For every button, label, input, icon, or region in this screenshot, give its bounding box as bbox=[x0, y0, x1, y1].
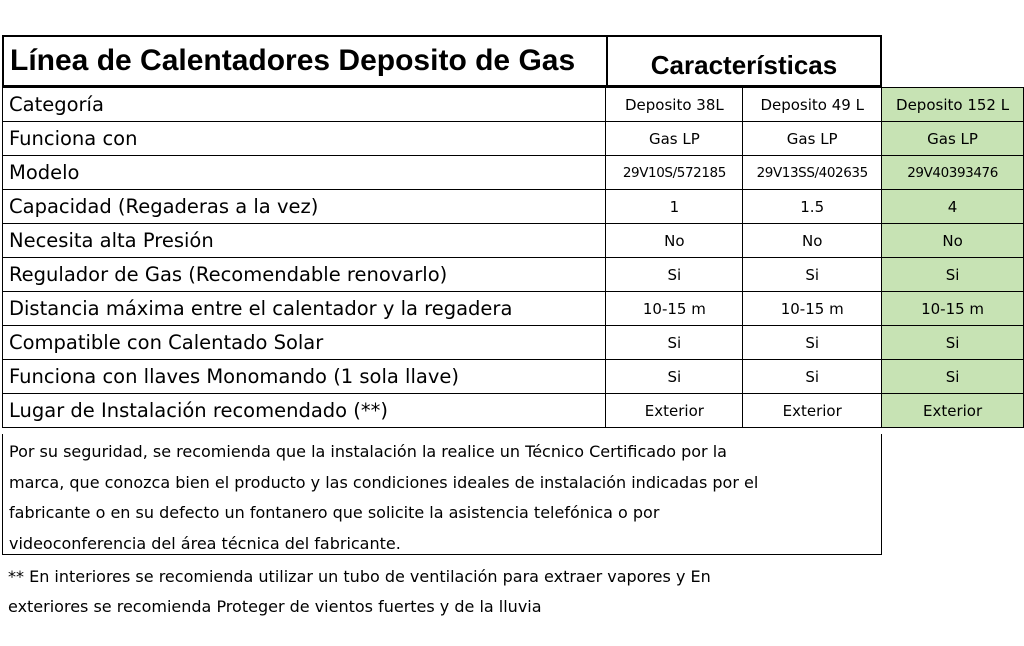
table-row bbox=[3, 394, 1024, 428]
cell-model-1: Exterior bbox=[606, 394, 743, 428]
safety-note-line: videoconferencia del área técnica del fabricante. bbox=[9, 533, 401, 553]
cell-model-1: Gas LP bbox=[606, 122, 743, 156]
cell-model-2: 10-15 m bbox=[743, 292, 882, 326]
row-label: Funciona con llaves Monomando (1 sola llave) bbox=[3, 360, 606, 394]
cell-model-1: 29V10S/572185 bbox=[606, 156, 743, 190]
table-row bbox=[3, 156, 1024, 190]
table-row bbox=[3, 190, 1024, 224]
cell-model-1: Si bbox=[606, 360, 743, 394]
features-header: Características bbox=[606, 35, 882, 87]
footnote bbox=[8, 562, 868, 622]
cell-model-3: 4 bbox=[882, 190, 1024, 224]
table-title: Línea de Calentadores Deposito de Gas bbox=[2, 35, 608, 87]
cell-model-3: Si bbox=[882, 326, 1024, 360]
safety-note-line: marca, que conozca bien el producto y las condiciones ideales de instalación indicadas por el bbox=[9, 472, 759, 492]
row-label: Capacidad (Regaderas a la vez) bbox=[3, 190, 606, 224]
cell-model-1: Si bbox=[606, 258, 743, 292]
cell-model-3: Si bbox=[882, 360, 1024, 394]
row-label: Funciona con bbox=[3, 122, 606, 156]
cell-model-3: Exterior bbox=[882, 394, 1024, 428]
table-row bbox=[3, 360, 1024, 394]
cell-model-2: Deposito 49 L bbox=[743, 88, 882, 122]
table-row bbox=[3, 122, 1024, 156]
cell-model-2: 29V13SS/402635 bbox=[743, 156, 882, 190]
cell-model-2: Si bbox=[743, 360, 882, 394]
cell-model-1: No bbox=[606, 224, 743, 258]
table-row bbox=[3, 258, 1024, 292]
row-label: Necesita alta Presión bbox=[3, 224, 606, 258]
cell-model-2: No bbox=[743, 224, 882, 258]
cell-model-1: Si bbox=[606, 326, 743, 360]
cell-model-3: Si bbox=[882, 258, 1024, 292]
table-row bbox=[3, 88, 1024, 122]
footnote-line: exteriores se recomienda Proteger de vientos fuertes y de la lluvia bbox=[8, 597, 542, 616]
row-label: Lugar de Instalación recomendado (**) bbox=[3, 394, 606, 428]
cell-model-2: Si bbox=[743, 326, 882, 360]
cell-model-2: Exterior bbox=[743, 394, 882, 428]
row-label: Modelo bbox=[3, 156, 606, 190]
cell-model-1: 10-15 m bbox=[606, 292, 743, 326]
cell-model-3: 10-15 m bbox=[882, 292, 1024, 326]
cell-model-1: 1 bbox=[606, 190, 743, 224]
cell-model-1: Deposito 38L bbox=[606, 88, 743, 122]
table-row bbox=[3, 224, 1024, 258]
cell-model-2: Si bbox=[743, 258, 882, 292]
row-label: Distancia máxima entre el calentador y la regadera bbox=[3, 292, 606, 326]
safety-note bbox=[2, 434, 882, 555]
row-label: Regulador de Gas (Recomendable renovarlo) bbox=[3, 258, 606, 292]
table-row bbox=[3, 326, 1024, 360]
cell-model-3: Deposito 152 L bbox=[882, 88, 1024, 122]
row-label: Categoría bbox=[3, 88, 606, 122]
footnote-line: ** En interiores se recomienda utilizar un tubo de ventilación para extraer vapores y En bbox=[8, 567, 711, 586]
row-label: Compatible con Calentado Solar bbox=[3, 326, 606, 360]
table-row bbox=[3, 292, 1024, 326]
cell-model-2: Gas LP bbox=[743, 122, 882, 156]
cell-model-3: 29V40393476 bbox=[882, 156, 1024, 190]
cell-model-2: 1.5 bbox=[743, 190, 882, 224]
cell-model-3: Gas LP bbox=[882, 122, 1024, 156]
safety-note-line: fabricante o en su defecto un fontanero que solicite la asistencia telefónica o por bbox=[9, 503, 660, 522]
spec-table bbox=[2, 87, 1024, 428]
cell-model-3: No bbox=[882, 224, 1024, 258]
safety-note-line: Por su seguridad, se recomienda que la instalación la realice un Técnico Certificado por la bbox=[9, 442, 727, 461]
